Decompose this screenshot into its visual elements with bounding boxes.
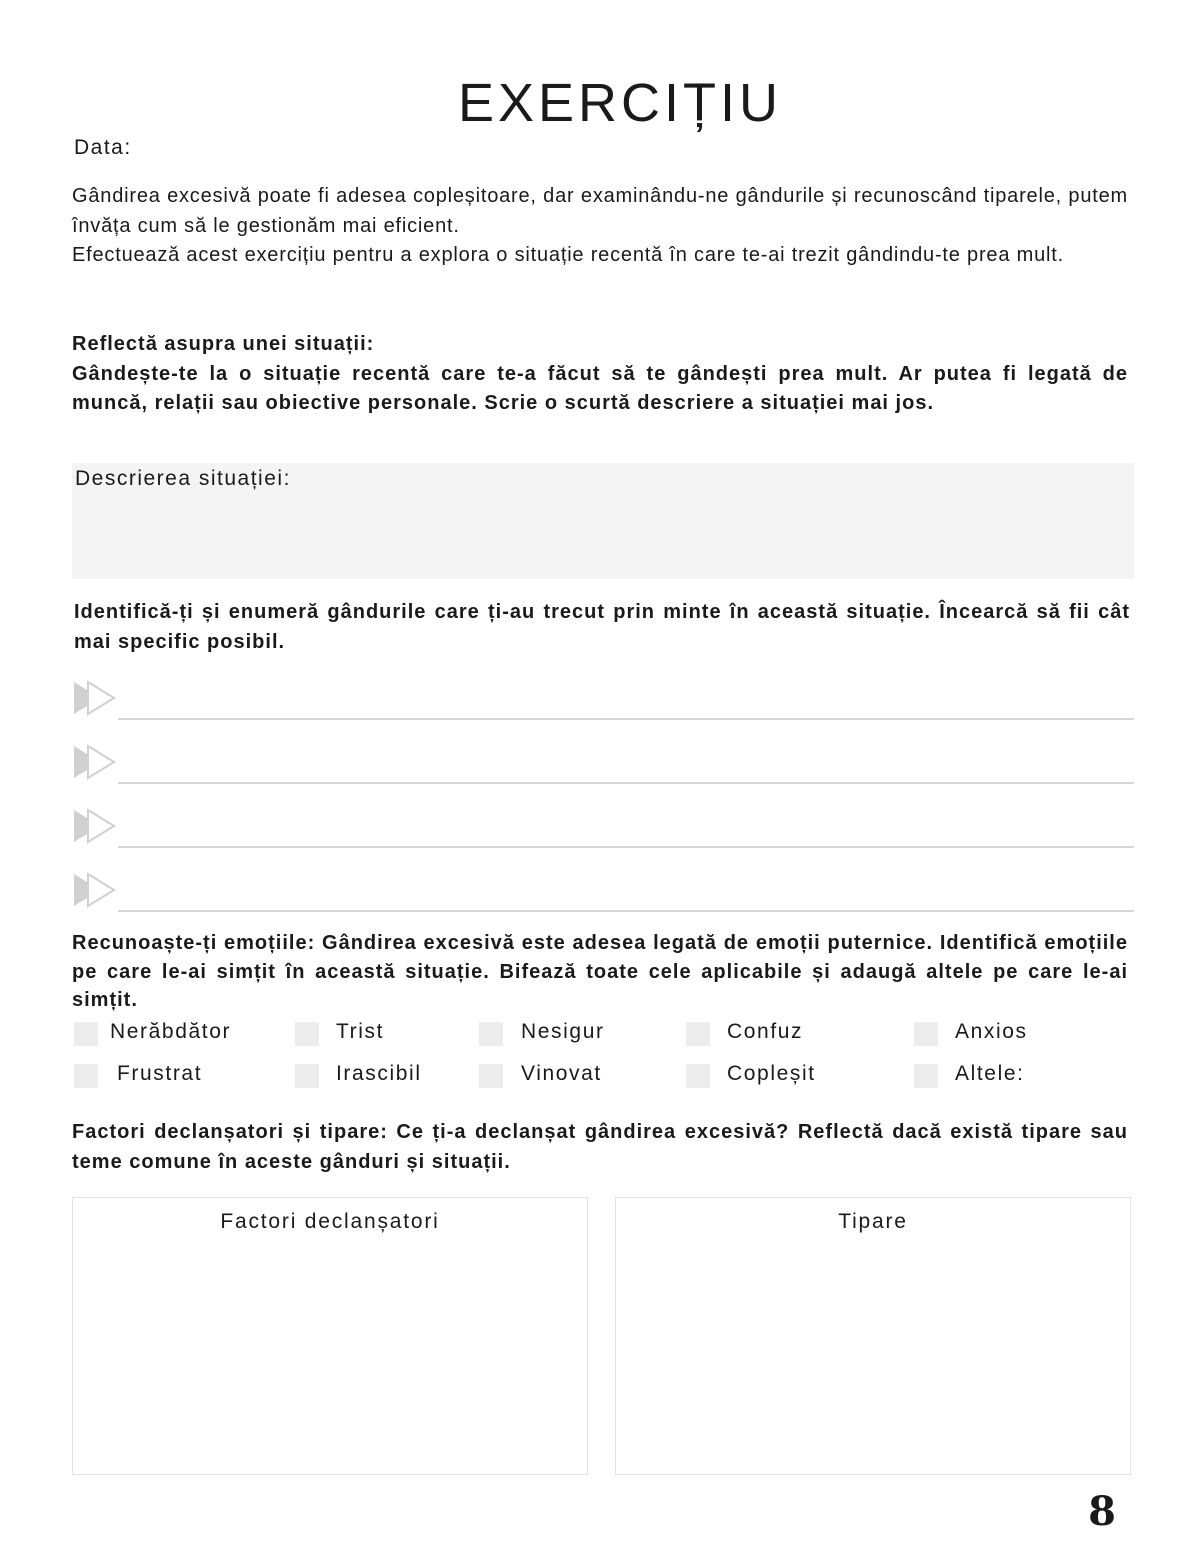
- emotion-checkbox[interactable]: [914, 1022, 938, 1046]
- thought-input-line[interactable]: [118, 846, 1134, 848]
- emotion-checkbox[interactable]: [914, 1064, 938, 1088]
- emotions-heading: Recunoaște-ți emoțiile: Gândirea excesivă este adesea legată de emoții puternice. Identifică emoțiile pe care le-ai simțit în această situație. Bifează toate cele aplicabile și adaugă altele pe care le-ai simțit.: [72, 932, 1128, 1011]
- emotion-checkbox[interactable]: [74, 1064, 98, 1088]
- emotion-checkbox[interactable]: [295, 1064, 319, 1088]
- triggers-heading: Factori declanșatori și tipare: Ce ți-a declanșat gândirea excesivă? Reflectă dacă există tipare sau teme comune în aceste gânduri și situații.: [72, 1121, 1128, 1173]
- description-box[interactable]: [72, 463, 1134, 579]
- emotion-checkbox[interactable]: [74, 1022, 98, 1046]
- intro-paragraph-1: Gândirea excesivă poate fi adesea copleșitoare, dar examinându-ne gândurile și recunoscând tiparele, putem învăța cum să le gestionăm mai eficient.: [72, 185, 1128, 237]
- double-arrow-icon: [72, 680, 120, 716]
- reflect-body: Gândește-te la o situație recentă care te-a făcut să te gândești prea mult. Ar putea fi legată de muncă, relații sau obiective personale. Scrie o scurtă descriere a situației mai jos.: [72, 362, 1128, 414]
- emotion-label: Irascibil: [336, 1062, 422, 1085]
- emotion-label: Confuz: [727, 1020, 804, 1043]
- thought-input-line[interactable]: [118, 910, 1134, 912]
- reflect-title: Reflectă asupra unei situații:: [72, 333, 375, 355]
- thought-input-line[interactable]: [118, 718, 1134, 720]
- identify-thoughts-heading: Identifică-ți și enumeră gândurile care ți-au trecut prin minte în această situație. Încearcă să fii cât mai specific posibil.: [74, 601, 1130, 653]
- double-arrow-icon: [72, 808, 120, 844]
- double-arrow-icon: [72, 744, 120, 780]
- patterns-box-title: Tipare: [838, 1210, 908, 1233]
- reflect-section-heading: [72, 330, 1128, 419]
- triggers-box[interactable]: [72, 1197, 588, 1475]
- emotion-label: Frustrat: [117, 1062, 203, 1085]
- emotion-checkbox[interactable]: [295, 1022, 319, 1046]
- thought-input-line[interactable]: [118, 782, 1134, 784]
- emotion-checkbox[interactable]: [479, 1064, 503, 1088]
- emotion-label: Vinovat: [521, 1062, 602, 1085]
- patterns-box[interactable]: [615, 1197, 1131, 1475]
- page-number: 8: [1088, 1488, 1116, 1535]
- emotion-checkbox[interactable]: [479, 1022, 503, 1046]
- page-title: EXERCIȚIU: [457, 73, 783, 133]
- emotion-label: Altele:: [955, 1062, 1025, 1085]
- emotion-label: Copleșit: [727, 1062, 816, 1085]
- intro-text: [72, 182, 1128, 271]
- emotion-label: Nerăbdător: [110, 1020, 232, 1043]
- intro-paragraph-2: Efectuează acest exercițiu pentru a explora o situație recentă în care te-ai trezit gândindu-te prea mult.: [72, 244, 1064, 266]
- date-label[interactable]: Data:: [74, 136, 132, 159]
- emotion-label: Trist: [336, 1020, 385, 1043]
- emotion-label: Nesigur: [521, 1020, 605, 1043]
- double-arrow-icon: [72, 872, 120, 908]
- emotion-checkbox[interactable]: [686, 1064, 710, 1088]
- description-label: Descrierea situației:: [75, 467, 291, 490]
- emotion-label: Anxios: [955, 1020, 1028, 1043]
- triggers-box-title: Factori declanșatori: [220, 1210, 440, 1233]
- emotion-checkbox[interactable]: [686, 1022, 710, 1046]
